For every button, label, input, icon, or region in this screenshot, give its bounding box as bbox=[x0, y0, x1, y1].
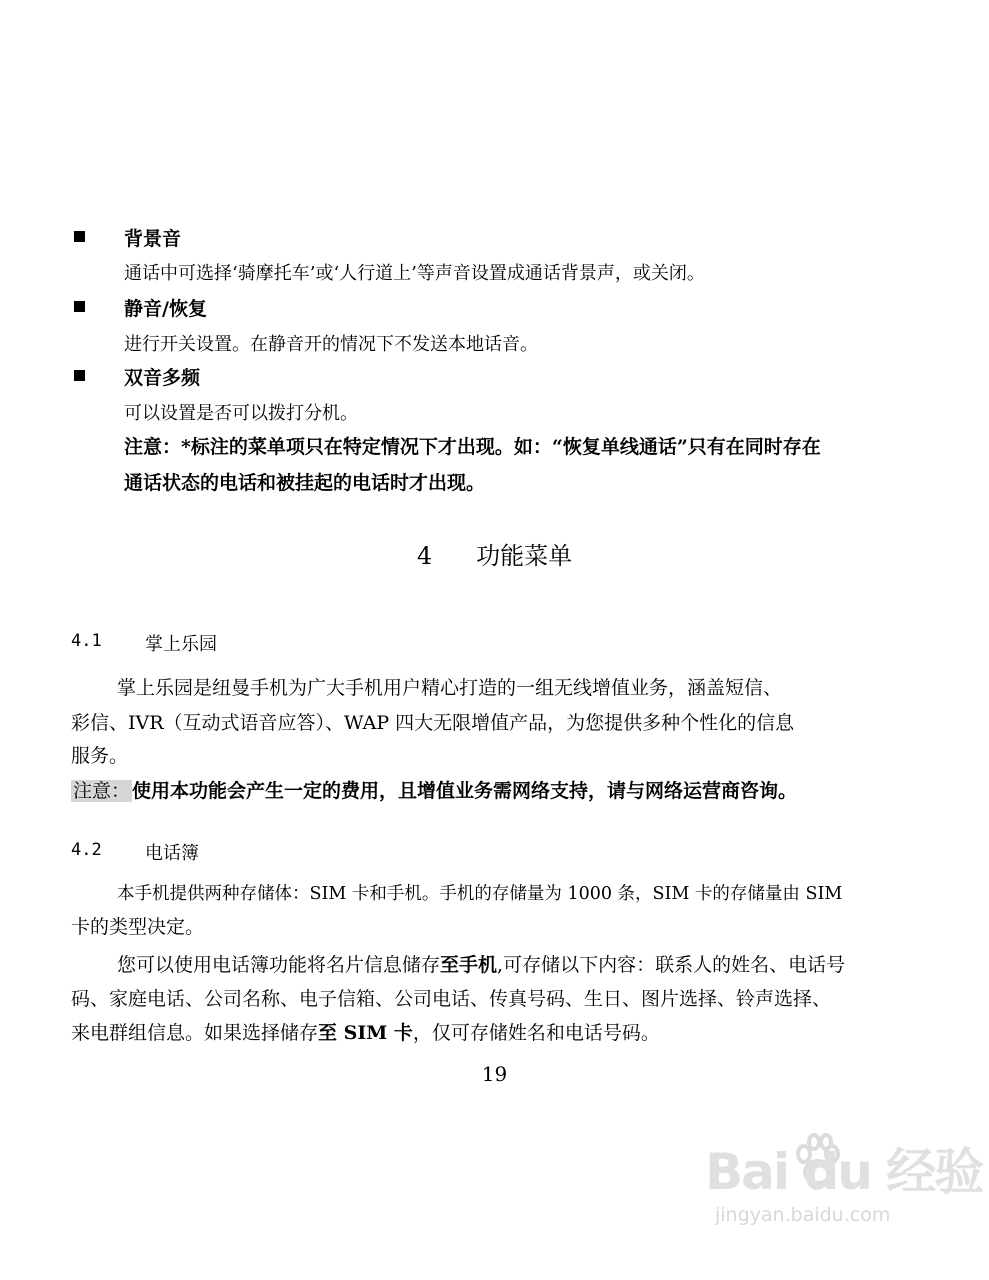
chapter-title: 功能菜单 bbox=[476, 542, 573, 570]
bullet-square-icon bbox=[74, 231, 85, 242]
note-line-2: 通话状态的电话和被挂起的电话时才出现。 bbox=[124, 472, 486, 494]
chapter-heading bbox=[0, 536, 989, 571]
section-4-2-p1-line-1: 本手机提供两种存储体：SIM 卡和手机。手机的存储量为 1000 条，SIM 卡的存储量由 SIM bbox=[117, 884, 843, 904]
bullet-desc-dtmf: 可以设置是否可以拨打分机。 bbox=[124, 403, 358, 424]
p2-line1-part-c: ,可存储以下内容：联系人的姓名、电话号 bbox=[497, 954, 846, 976]
section-4-1-number: 4.1 bbox=[71, 631, 102, 651]
bullet-title-background-sound: 背景音 bbox=[124, 228, 182, 250]
p2-line3-part-a: 来电群组信息。如果选择储存 bbox=[71, 1022, 319, 1044]
p2-line1-part-b: 至手机 bbox=[440, 954, 498, 976]
bullet-desc-background-sound: 通话中可选择‘骑摩托车’或‘人行道上’等声音设置成通话背景声，或关闭。 bbox=[124, 263, 705, 284]
p2-line3-part-b: 至 SIM 卡 bbox=[318, 1022, 413, 1044]
watermark bbox=[705, 1132, 982, 1226]
chapter-number: 4 bbox=[416, 542, 433, 570]
p2-line1-part-a: 您可以使用电话簿功能将名片信息储存 bbox=[117, 954, 441, 976]
section-4-2-number: 4.2 bbox=[71, 840, 102, 860]
section-4-2-title: 电话簿 bbox=[145, 843, 199, 864]
section-4-2-p2-line-2: 码、家庭电话、公司名称、电子信箱、公司电话、传真号码、生日、图片选择、铃声选择、 bbox=[71, 988, 832, 1010]
note-line-1: 注意：*标注的菜单项只在特定情况下才出现。如：“恢复单线通话”只有在同时存在 bbox=[124, 436, 821, 458]
section-4-2-p1-line-2: 卡的类型决定。 bbox=[71, 916, 205, 938]
section-4-1-title: 掌上乐园 bbox=[145, 634, 217, 655]
bullet-desc-mute: 进行开关设置。在静音开的情况下不发送本地话音。 bbox=[124, 334, 538, 355]
bullet-square-icon bbox=[74, 370, 85, 381]
section-4-2-p2-line-1 bbox=[117, 950, 845, 977]
note-text: 使用本功能会产生一定的费用，且增值业务需网络支持，请与网络运营商咨询。 bbox=[132, 780, 798, 802]
section-4-1-line-2: 彩信、IVR（互动式语音应答）、WAP 四大无限增值产品，为您提供多种个性化的信息 bbox=[71, 712, 795, 734]
watermark-url: jingyan.baidu.com bbox=[715, 1204, 891, 1226]
bullet-title-mute: 静音/恢复 bbox=[124, 298, 207, 320]
section-4-1-line-3: 服务。 bbox=[71, 745, 129, 767]
section-4-1-line-1: 掌上乐园是纽曼手机为广大手机用户精心打造的一组无线增值业务，涵盖短信、 bbox=[117, 677, 783, 699]
bullet-square-icon bbox=[74, 301, 85, 312]
note-label: 注意： bbox=[73, 780, 131, 802]
p2-line3-part-c: ，仅可存储姓名和电话号码。 bbox=[412, 1022, 660, 1044]
bullet-title-dtmf: 双音多频 bbox=[124, 367, 201, 389]
page-number: 19 bbox=[481, 1062, 508, 1086]
watermark-logo: Bai du 经验 bbox=[705, 1143, 983, 1201]
section-4-1-note bbox=[71, 776, 797, 803]
section-4-2-p2-line-3 bbox=[71, 1018, 660, 1045]
